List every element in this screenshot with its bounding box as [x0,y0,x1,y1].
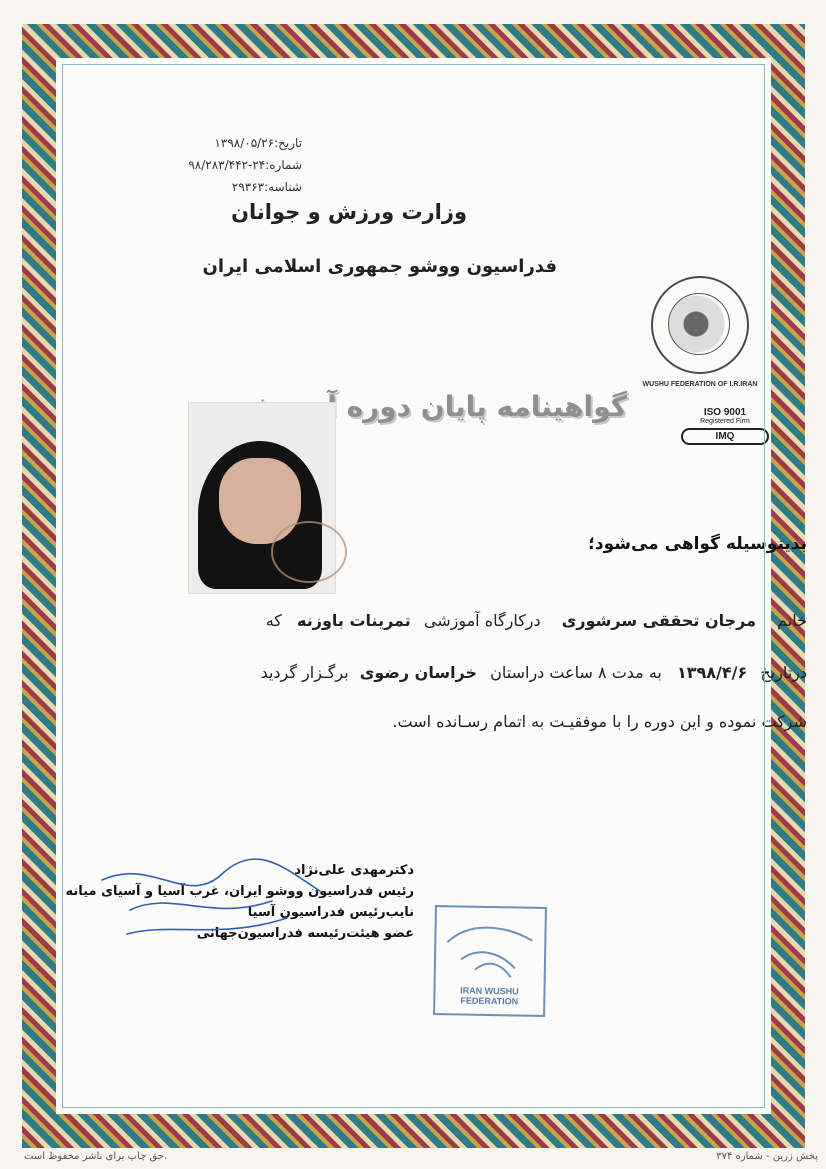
federation-title: فدراسیون ووشو جمهوری اسلامی ایران [202,256,557,277]
certificate-border [22,24,805,1148]
signer-role-2: نایب‌رئیس فدراسیون آسیا [247,905,414,920]
meta-id: شناسه:۲۹۳۶۳ [231,180,302,194]
federation-logo-text: WUSHU FEDERATION OF I.R.IRAN [642,381,758,388]
federation-logo [642,276,758,388]
province-name: خراسان رضوی [359,663,478,682]
signer-name: دکترمهدی علی‌نژاد [294,863,414,878]
recipient-name: مرجان تحققی سرشوری [561,611,757,630]
meta-number: شماره:۲۴-۹۸/۲۸۳/۴۴۲ [188,158,302,172]
federation-stamp [433,905,547,1017]
signature-block [66,860,414,944]
photo-stamp [271,521,347,583]
certificate-intro: بدینوسیله گواهی می‌شود؛ [588,534,807,554]
line2-suffix: برگـزار گردید [260,663,349,682]
iso-badge [681,407,769,445]
federation-logo-mark [668,293,730,355]
ministry-title: وزارت ورزش و جوانان [231,200,467,224]
footer-publisher: پخش زرین - شماره ۳۷۴ [716,1151,818,1162]
certificate-body [65,132,807,1142]
handwritten-signature [82,852,332,942]
iso-label: ISO 9001 [703,407,747,418]
line1-middle: درکارگاه آموزشی [423,611,541,630]
portrait-face [219,458,301,544]
portrait-hijab [198,441,322,589]
line2-middle: به مدت ۸ ساعت دراستان [490,663,662,682]
certificate-line-3: شرکت نموده و این دوره را با موفقیـت به اتمام رسـانده است. [392,712,807,731]
certificate-line-1 [266,611,807,630]
portrait-photo [188,402,336,594]
stamp-text: IRAN WUSHU FEDERATION [460,985,519,1007]
iso-firm: Registered Firm [700,418,750,425]
meta-date: تاریخ:۱۳۹۸/۰۵/۲۶ [214,136,302,150]
line2-prefix: درتاریخ [760,663,807,682]
stamp-emblem-icon [437,911,542,993]
iso-mark: IMQ [681,428,769,445]
signer-role-1: رئیس فدراسیون ووشو ایران، غرب آسیا و آسیای میانه [65,884,414,899]
footer-copyright: حق چاپ برای ناشر محفوظ است. [24,1151,168,1162]
certificate-line-2 [261,663,807,682]
signer-role-3: عضو هیئت‌رئیسه فدراسیون‌جهانی [196,926,414,941]
document-meta [152,132,302,198]
certificate-title: گواهینامه پایان دوره آموزشی [220,390,627,423]
line1-prefix: خانم [777,611,807,630]
line1-suffix: که [265,611,282,630]
course-name: تمرینات باوزنه [297,611,411,630]
course-date: ۱۳۹۸/۴/۶ [676,663,748,682]
